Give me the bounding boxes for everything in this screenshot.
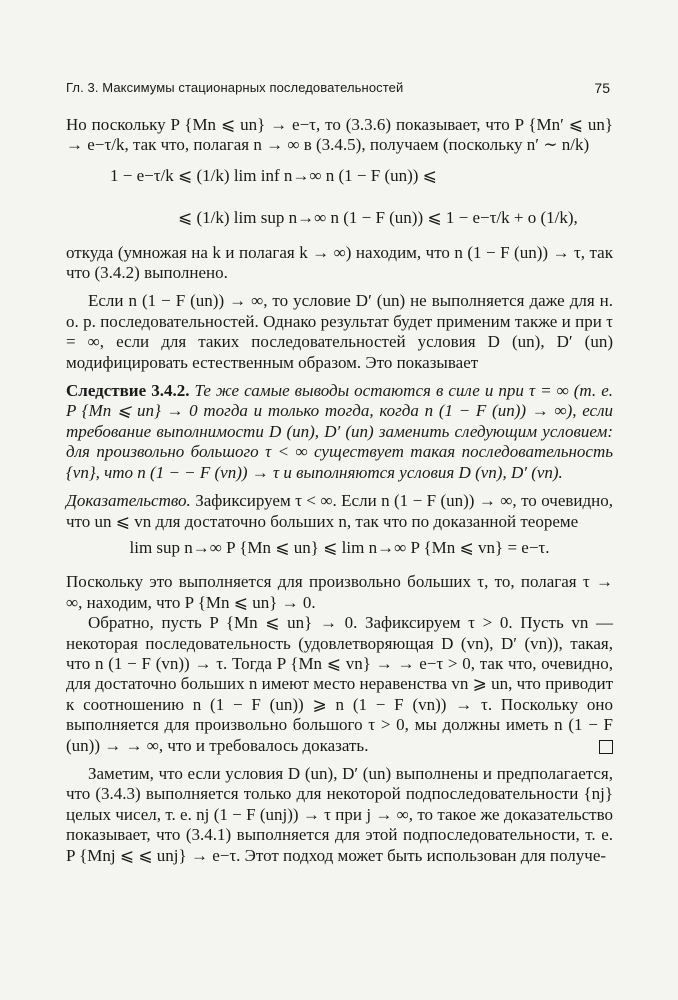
inequality-line-1: 1 − e−τ/k ⩽ (1/k) lim inf n→∞ n (1 − F (un)) ⩽ (110, 165, 437, 185)
paragraph-3: Если n (1 − F (un)) → ∞, то условие D′ (un) не выполняется даже для н. о. р. последовательностей. Однако результат будет применим также и при τ = ∞, если для таких последовательностей условия D (un), D′ (un) модифицировать естественным образом. Это показывает (66, 291, 613, 372)
corollary (66, 381, 613, 483)
paragraph-2: откуда (умножая на k и полагая k → ∞) находим, что n (1 − F (un)) → τ, так что (3.4.2) выполнено. (66, 242, 613, 283)
paragraph-1: Но поскольку P {Mn ⩽ un} → e−τ, то (3.3.6) показывает, что P {Mn′ ⩽ un} → e−τ/k, так что, полагая n → ∞ в (3.4.5), получаем (поскольку n′ ∼ n/k) (66, 115, 613, 155)
chapter-title: Гл. 3. Максимумы стационарных последовательностей (66, 80, 404, 95)
paragraph-6: Заметим, что если условия D (un), D′ (un) выполнены и предполагается, что (3.4.3) выполняется только для некоторой подпоследовательности {nj} целых чисел, т. е. nj (1 − F (unj)) → τ при j → ∞, то такое же доказательство показывает, что (3.4.1) выполняется для этой подпоследовательности, т. е. P {Mnj ⩽ ⩽ unj} → e−τ. Этот подход может быть использован для получе- (66, 763, 613, 865)
page-body (66, 115, 613, 866)
corollary-label: Следствие 3.4.2. (66, 381, 190, 401)
inequality-line-2: ⩽ (1/k) lim sup n→∞ n (1 − F (un)) ⩽ 1 − e−τ/k + o (1/k), (178, 208, 578, 228)
page-number: 75 (594, 80, 610, 96)
proof-inequality: lim sup n→∞ P {Mn ⩽ un} ⩽ lim n→∞ P {Mn ⩽ vn} = e−τ. (129, 537, 550, 557)
qed-box-icon (599, 740, 613, 754)
paragraph-5 (66, 613, 613, 756)
running-header (66, 78, 610, 100)
paragraph-4: Поскольку это выполняется для произвольно больших τ, то, полагая τ → ∞, находим, что P {Mn ⩽ un} → 0. (66, 572, 613, 612)
paragraph-5-text: Обратно, пусть P {Mn ⩽ un} → 0. Зафиксируем τ > 0. Пусть vn — некоторая последовательность (удовлетворяющая D (vn), D′ (vn)), такая, что n (1 − F (vn)) → τ. Тогда P {Mn ⩽ vn} → → e−τ > 0, так что, очевидно, для достаточно больших n имеют место неравенства vn ⩾ un, что приводит к соотношению n (1 − F (un)) ⩾ n (1 − F (vn)) → τ. Поскольку оно выполняется для произвольно большого τ > 0, мы должны иметь n (1 − F (un)) → → ∞, что и требовалось доказать. (66, 613, 613, 755)
proof (66, 491, 613, 532)
proof-text: Зафиксируем τ < ∞. Если n (1 − F (un)) → ∞, то очевидно, что un ⩽ vn для достаточно больших n, так что по доказанной теореме (66, 491, 613, 531)
corollary-text: Те же самые выводы остаются в силе и при τ = ∞ (т. е. P {Mn ⩽ un} → 0 тогда и только тогда, когда n (1 − F (un)) → ∞), если требование выполнимости D (un), D′ (un) заменить следующим условием: для произвольно большого τ < ∞ существует такая последовательность {vn}, что n (1 − − F (vn)) → τ и выполняются условия D (vn), D′ (vn). (66, 381, 613, 482)
proof-label: Доказательство. (66, 491, 191, 511)
